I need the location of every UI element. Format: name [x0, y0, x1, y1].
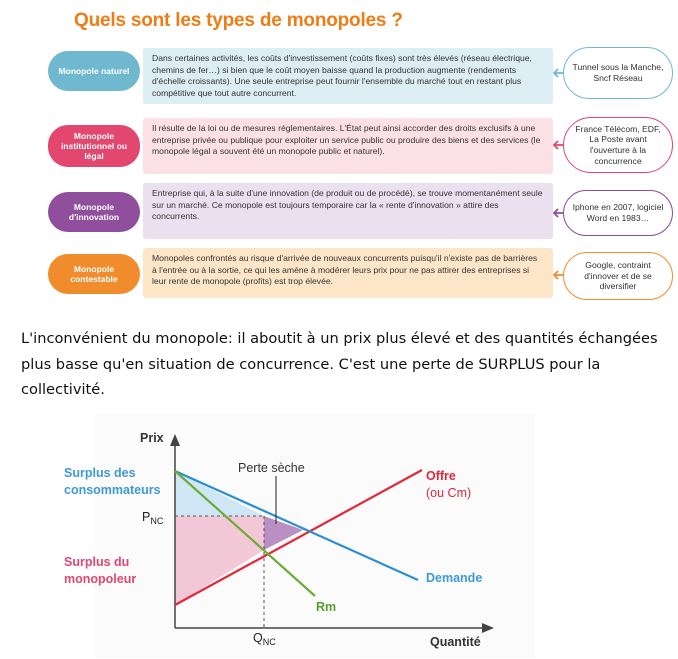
- type-example: France Télécom, EDF, La Poste avant l'ouverture à la concurrence: [563, 117, 673, 173]
- demande-label: Demande: [426, 571, 483, 585]
- type-label: Monopole contestable: [48, 254, 140, 294]
- monopolist-surplus-label-2: monopoleur: [64, 572, 137, 586]
- type-description: Monopoles confrontés au risque d'arrivée de nouveaux concurrents puisqu'il n'existe pas de barrières à l'entrée ou à la sortie, ce qui les amène à modérer leurs prix pour ne pas attirer des entreprises si leur rente de monopole (profits) est trop élevée.: [143, 248, 553, 298]
- consumer-surplus-label-1: Surplus des: [64, 466, 136, 480]
- quantity-label: $Q_{NC}$: [253, 631, 276, 647]
- type-example: Tunnel sous la Manche, Sncf Réseau: [563, 47, 673, 99]
- type-description: Il résulte de la loi ou de mesures réglementaires. L'État peut ainsi accorder des droits exclusifs à une entreprise privée ou publique pour exploiter un service public ou produire des biens et des services (le monopole légal a souvent été un monopole public et naturel).: [143, 118, 553, 174]
- type-example: Google, contraint d'innover et de se diversifier: [563, 252, 673, 300]
- page-title: Quels sont les types de monopoles ?: [74, 10, 403, 31]
- type-example: Iphone en 2007, logiciel Word en 1983…: [563, 190, 673, 236]
- offre-sub-label: (ou Cm): [426, 486, 472, 500]
- type-description: Entreprise qui, à la suite d'une innovation (de produit ou de procédé), se trouve momentanément seule sur un marché. Ce monopole est toujours temporaire car la « rente d'innovation » attire des concurrents.: [143, 183, 553, 239]
- type-label: Monopole d'innovation: [48, 192, 140, 232]
- price-label: $P_{NC}$: [142, 510, 164, 526]
- type-label: Monopole naturel: [48, 51, 140, 91]
- monopolist-surplus-label-1: Surplus du: [64, 555, 130, 569]
- offre-label: Offre: [426, 469, 456, 483]
- type-description: Dans certaines activités, les coûts d'investissement (coûts fixes) sont très élevés (réseau électrique, chemins de fer…) si bien que le coût moyen baisse quand la production augmente (rendements d'échelle croissants). Une seule entreprise peut fournir l'ensemble du marché tout en restant plus compétitive que tout autre concurrent.: [143, 48, 553, 104]
- type-label: Monopole institutionnel ou légal: [48, 125, 140, 167]
- rm-label: Rm: [316, 600, 337, 614]
- diagram-background: [95, 414, 535, 658]
- y-axis-label: Prix: [140, 431, 164, 445]
- consumer-surplus-label-2: consommateurs: [64, 483, 161, 497]
- x-axis-label: Quantité: [430, 635, 481, 649]
- monopoly-surplus-diagram: [0, 400, 678, 659]
- explanation-paragraph: L'inconvénient du monopole: il aboutit à un prix plus élevé et des quantités échangées plus basse qu'en situation de concurrence. C'est une perte de SURPLUS pour la collectivité.: [21, 330, 658, 398]
- perte-seche-label: Perte sèche: [238, 461, 305, 475]
